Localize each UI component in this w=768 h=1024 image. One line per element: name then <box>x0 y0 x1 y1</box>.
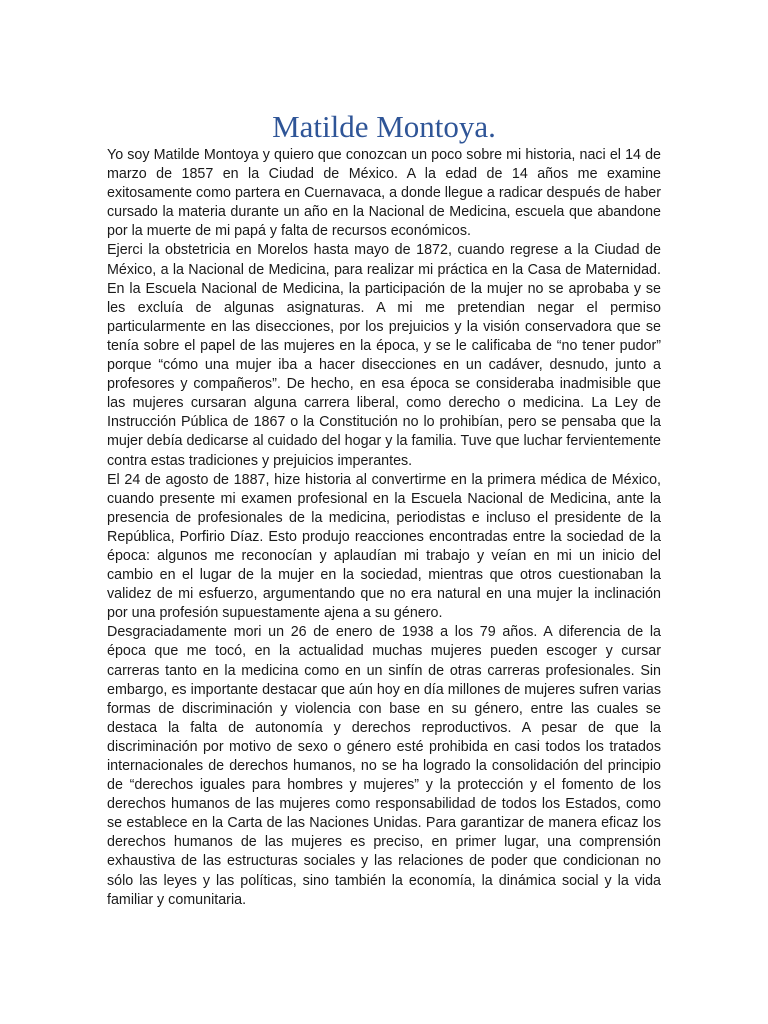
paragraph-4: Desgraciadamente mori un 26 de enero de 1938 a los 79 años. A diferencia de la época que me tocó, en la actualidad muchas mujeres pueden escoger y cursar carreras tanto en la medicina como en un sinfín de otras carreras profesionales. Sin embargo, es importante destacar que aún hoy en día millones de mujeres sufren varias formas de discriminación y violencia con base en su género, entre las cuales se destaca la falta de autonomía y derechos reproductivos. A pesar de que la discriminación por motivo de sexo o género esté prohibida en casi todos los tratados internacionales de derechos humanos, no se ha logrado la consolidación del principio de “derechos iguales para hombres y mujeres” y la protección y el fomento de los derechos humanos de las mujeres como responsabilidad de todos los Estados, como se establece en la Carta de las Naciones Unidas. Para garantizar de manera eficaz los derechos humanos de las mujeres es preciso, en primer lugar, una comprensión exhaustiva de las estructuras sociales y las relaciones de poder que condicionan no sólo las leyes y las políticas, sino también la economía, la dinámica social y la vida familiar y comunitaria. <box>107 624 661 908</box>
paragraph-1: Yo soy Matilde Montoya y quiero que conozcan un poco sobre mi historia, naci el 14 de marzo de 1857 en la Ciudad de México. A la edad de 14 años me examine exitosamente como partera en Cuernavaca, a donde llegue a radicar después de haber cursado la materia durante un año en la Nacional de Medicina, escuela que abandone por la muerte de mi papá y falta de recursos económicos. <box>107 147 661 240</box>
document-body <box>107 146 661 910</box>
paragraph-2: Ejerci la obstetricia en Morelos hasta mayo de 1872, cuando regrese a la Ciudad de México, a la Nacional de Medicina, para realizar mi práctica en la Casa de Maternidad. En la Escuela Nacional de Medicina, la participación de la mujer no se aprobaba y se les excluía de algunas asignaturas. A mi me pretendian negar el permiso particularmente en las disecciones, por los prejuicios y la visión conservadora que se tenía sobre el papel de las mujeres en la época, y se le calificaba de “no tener pudor” porque “cómo una mujer iba a hacer disecciones en un cadáver, desnudo, junto a profesores y compañeros”. De hecho, en esa época se consideraba inadmisible que las mujeres cursaran alguna carrera liberal, como derecho o medicina. La Ley de Instrucción Pública de 1867 o la Constitución no lo prohibían, pero se pensaba que la mujer debía dedicarse al cuidado del hogar y la familia. Tuve que luchar fervientemente contra estas tradiciones y prejuicios imperantes. <box>107 242 661 469</box>
document-title: Matilde Montoya. <box>272 109 496 144</box>
paragraph-3: El 24 de agosto de 1887, hize historia al convertirme en la primera médica de México, cuando presente mi examen profesional en la Escuela Nacional de Medicina, ante la presencia de profesionales de la medicina, periodistas e incluso el presidente de la República, Porfirio Díaz. Esto produjo reacciones encontradas entre la sociedad de la época: algunos me reconocían y aplaudían mi trabajo y veían en mi un inicio del cambio en el lugar de la mujer en la sociedad, mientras que otros cuestionaban la validez de mi esfuerzo, argumentando que no era natural en una mujer la inclinación por una profesión supuestamente ajena a su género. <box>107 471 661 622</box>
